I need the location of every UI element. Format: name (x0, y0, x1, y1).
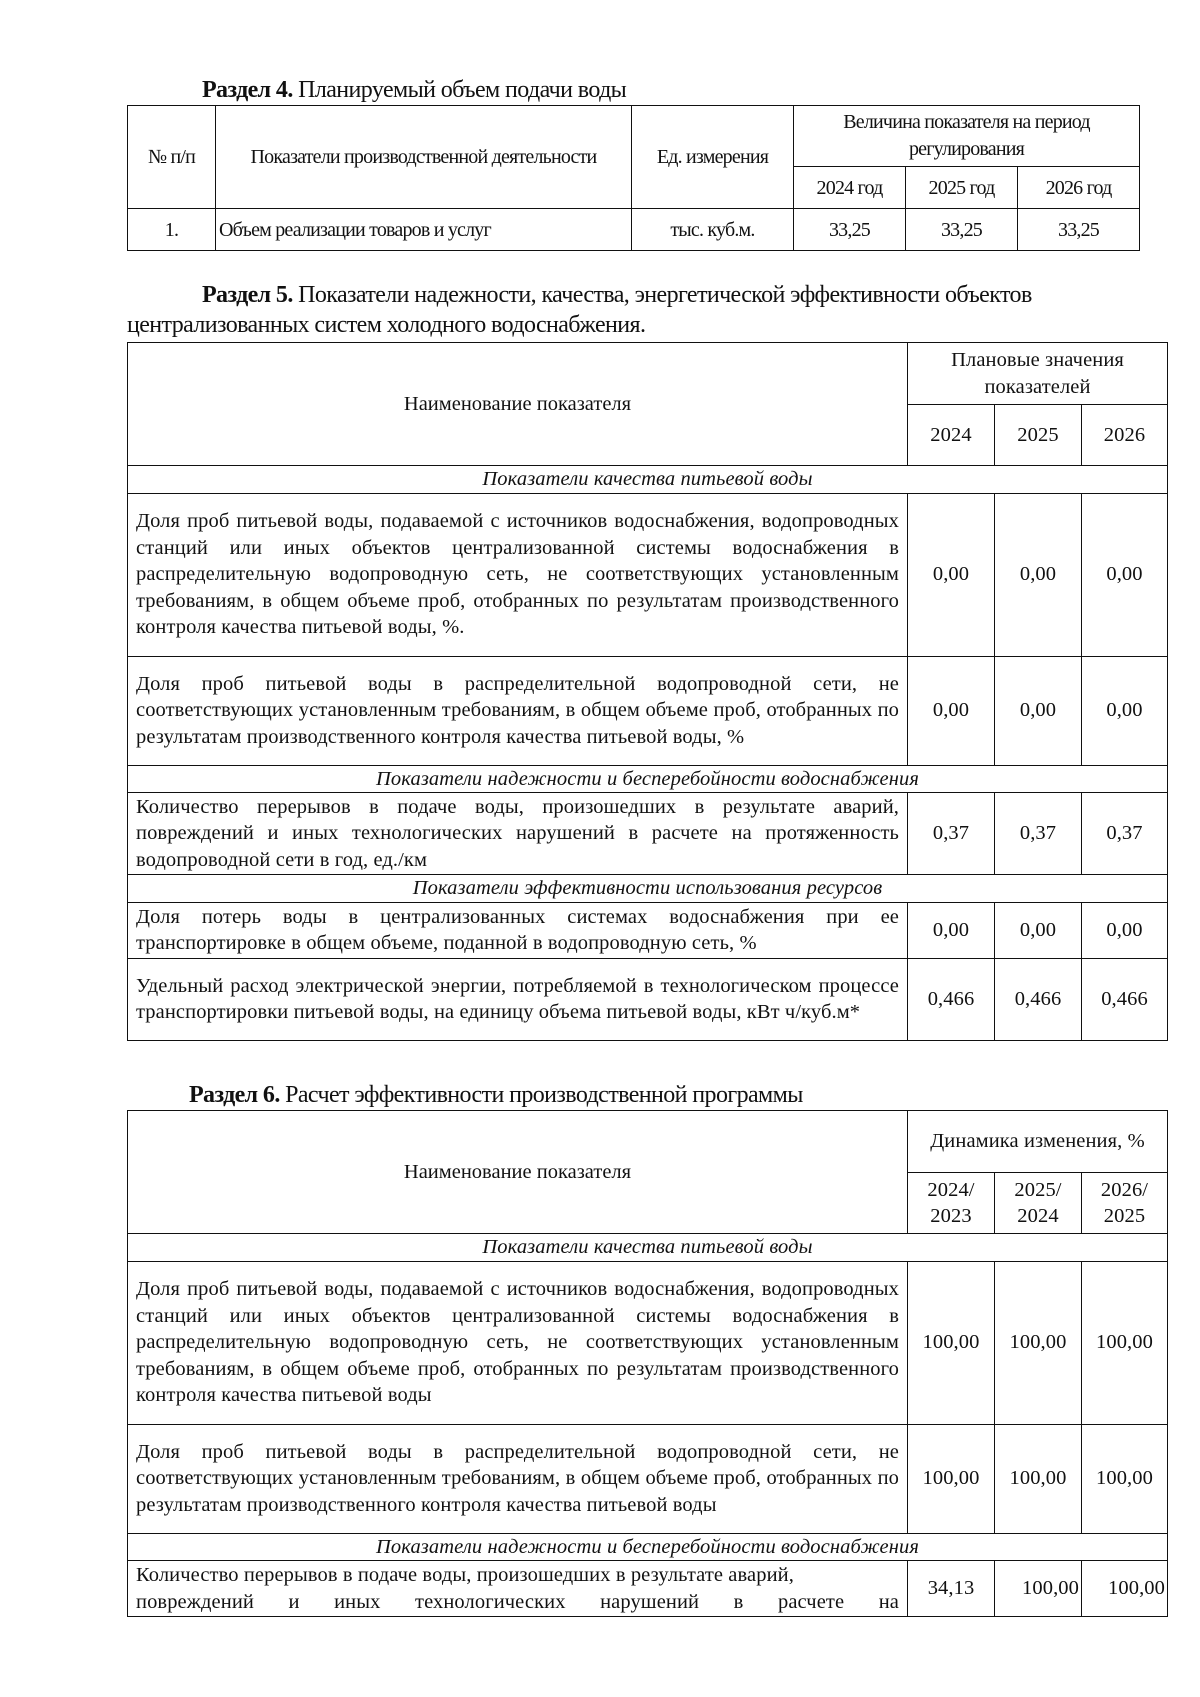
table-row (128, 1561, 1168, 1617)
group-row (128, 1533, 1168, 1561)
header-period-line1: 2025/ (1014, 1178, 1062, 1201)
table-row (128, 209, 1140, 251)
row-value: 0,00 (1082, 902, 1168, 958)
table-row (128, 958, 1168, 1040)
row-value: 33,25 (794, 209, 906, 251)
row-name: Доля проб питьевой воды, подаваемой с источников водоснабжения, водопроводных станций или иных объектов централизованной системы водоснабжения в распределительную водопроводную сеть, не соответствующих установленным требованиям, в общем объеме проб, отобранных по результатам производственного контроля качества питьевой воды, %. (128, 493, 908, 656)
row-value: 0,00 (995, 902, 1082, 958)
section5-title-line1: Показатели надежности, качества, энергетической эффективности объектов (292, 282, 1032, 308)
row-value: 0,00 (908, 902, 995, 958)
row-value: 100,00 (995, 1561, 1082, 1617)
group-row (128, 765, 1168, 793)
header-year: 2025 год (906, 167, 1018, 209)
row-num: 1. (128, 209, 216, 251)
row-value: 100,00 (995, 1424, 1082, 1533)
header-period-line1: 2024/ (927, 1178, 975, 1201)
section5-heading (127, 280, 1167, 340)
table-row (128, 793, 1168, 875)
table-row (128, 1424, 1168, 1533)
group-title: Показатели качества питьевой воды (128, 1234, 1168, 1262)
row-value: 0,466 (908, 958, 995, 1040)
row-value: 33,25 (1018, 209, 1140, 251)
header-period-line2: 2023 (930, 1205, 972, 1227)
row-value: 100,00 (1082, 1561, 1168, 1617)
row-name: Доля проб питьевой воды в распределительной водопроводной сети, не соответствующих установленным требованиям, в общем объеме проб, отобранных по результатам производственного контроля качества питьевой воды (128, 1424, 908, 1533)
row-value: 0,00 (1082, 493, 1168, 656)
header-unit: Ед. измерения (632, 106, 794, 209)
header-period: Величина показателя на период регулирования (794, 106, 1140, 167)
row-name-line2: повреждений и иных технологических нарушений в расчете на (136, 1590, 899, 1613)
row-value: 0,466 (995, 958, 1082, 1040)
header-year: 2024 год (794, 167, 906, 209)
table-row (128, 656, 1168, 765)
header-period-line1: 2026/ (1100, 1178, 1149, 1201)
row-value: 0,37 (908, 793, 995, 875)
row-value: 33,25 (906, 209, 1018, 251)
header-year: 2026 (1082, 405, 1168, 466)
row-value: 34,13 (908, 1561, 995, 1617)
row-name: Доля потерь воды в централизованных системах водоснабжения при ее транспортировке в общем объеме, поданной в водопроводную сеть, % (128, 902, 908, 958)
table-row (128, 1261, 1168, 1424)
row-value: 0,00 (995, 656, 1082, 765)
row-name-line1: Количество перерывов в подаче воды, произошедших в результате аварий, (136, 1564, 794, 1586)
header-num: № п/п (128, 106, 216, 209)
row-value: 0,37 (1082, 793, 1168, 875)
section5-title-bold: Раздел 5. (202, 282, 293, 308)
table-row (128, 493, 1168, 656)
header-period-line2: 2025 (1103, 1205, 1146, 1227)
header-period (995, 1173, 1082, 1234)
section6-heading (189, 1080, 803, 1110)
section5-table (127, 342, 1168, 1041)
header-dynamics: Динамика изменения, % (908, 1111, 1168, 1173)
section5-title-line2: централизованных систем холодного водоснабжения. (127, 312, 646, 338)
group-title: Показатели качества питьевой воды (128, 466, 1168, 494)
group-row (128, 466, 1168, 494)
row-value: 100,00 (1082, 1261, 1168, 1424)
header-indicator: Показатели производственной деятельности (216, 106, 632, 209)
section6-title: Расчет эффективности производственной программы (279, 1082, 803, 1108)
section6-title-bold: Раздел 6. (189, 1082, 280, 1108)
section4-title-bold: Раздел 4. (202, 77, 293, 103)
header-name: Наименование показателя (128, 343, 908, 466)
header-period-line2: 2024 (1017, 1205, 1059, 1227)
row-value: 0,00 (1082, 656, 1168, 765)
row-name: Объем реализации товаров и услуг (216, 209, 632, 251)
row-unit: тыс. куб.м. (632, 209, 794, 251)
row-name: Удельный расход электрической энергии, потребляемой в технологическом процессе транспортировки питьевой воды, на единицу объема питьевой воды, кВт ч/куб.м* (128, 958, 908, 1040)
section4-table (127, 105, 1140, 251)
header-period (908, 1173, 995, 1234)
group-title: Показатели надежности и бесперебойности водоснабжения (128, 765, 1168, 793)
group-row (128, 1234, 1168, 1262)
row-value: 100,00 (995, 1261, 1082, 1424)
row-value: 0,00 (995, 493, 1082, 656)
section6-table (127, 1110, 1168, 1617)
group-title: Показатели эффективности использования ресурсов (128, 875, 1168, 903)
header-year: 2024 (908, 405, 995, 466)
row-value: 100,00 (908, 1424, 995, 1533)
header-name: Наименование показателя (128, 1111, 908, 1234)
table-row (128, 902, 1168, 958)
row-value: 0,00 (908, 493, 995, 656)
row-name (128, 1561, 908, 1617)
row-name: Количество перерывов в подаче воды, произошедших в результате аварий, повреждений и иных технологических нарушений в расчете на протяженность водопроводной сети в год, ед./км (128, 793, 908, 875)
header-plan: Плановые значения показателей (908, 343, 1168, 405)
row-value: 100,00 (908, 1261, 995, 1424)
header-period (1082, 1173, 1168, 1234)
section4-title: Планируемый объем подачи воды (292, 77, 627, 103)
section4-heading (202, 75, 626, 105)
row-value: 0,37 (995, 793, 1082, 875)
header-year: 2025 (995, 405, 1082, 466)
row-value: 0,466 (1082, 958, 1168, 1040)
row-value: 100,00 (1082, 1424, 1168, 1533)
row-name: Доля проб питьевой воды в распределительной водопроводной сети, не соответствующих установленным требованиям, в общем объеме проб, отобранных по результатам производственного контроля качества питьевой воды, % (128, 656, 908, 765)
header-year: 2026 год (1018, 167, 1140, 209)
group-title: Показатели надежности и бесперебойности водоснабжения (128, 1533, 1168, 1561)
group-row (128, 875, 1168, 903)
row-name: Доля проб питьевой воды, подаваемой с источников водоснабжения, водопроводных станций или иных объектов централизованной системы водоснабжения в распределительную водопроводную сеть, не соответствующих установленным требованиям, в общем объеме проб, отобранных по результатам производственного контроля качества питьевой воды (128, 1261, 908, 1424)
row-value: 0,00 (908, 656, 995, 765)
